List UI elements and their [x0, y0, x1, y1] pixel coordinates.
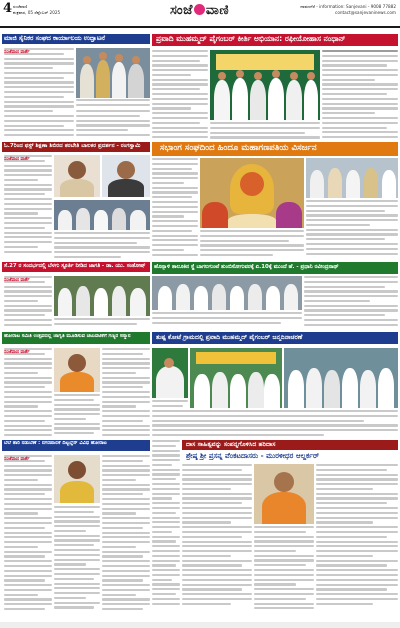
article-text — [152, 312, 302, 328]
portrait-photo — [54, 348, 100, 392]
article-text — [182, 464, 252, 620]
article-text — [210, 122, 320, 140]
page-footer — [0, 622, 400, 628]
masthead — [0, 0, 400, 28]
edition-date: ಶುಕ್ರವಾರ, 05 ಸೆಪ್ಟೆಂಬರ್ 2025 — [13, 10, 61, 15]
news-photo — [54, 200, 150, 230]
news-photo — [152, 348, 188, 398]
headline-left-5: ಬೆಲೆ ತಾರಿ ನಡುಬೆಣೆ : ನಗರಪಾಲಿಕೆ ದಿಟ್ಟಲ್ಲೆನ್ ವಿವಿಧ ಹೋರಾಟ — [4, 441, 107, 446]
byline: ಸಂಜೆವಾಣಿ ವಾರ್ತೆ — [4, 157, 30, 162]
logo-mark-icon — [194, 4, 205, 15]
article-text — [152, 410, 398, 436]
byline: ಸಂಜೆವಾಣಿ ವಾರ್ತೆ — [4, 457, 30, 462]
article-text — [152, 440, 180, 620]
article-text — [152, 400, 188, 408]
logo-right-text: ವಾಣಿ — [205, 3, 230, 18]
news-photo — [284, 348, 398, 408]
photo-caption — [76, 99, 150, 109]
headline-mid-right: ಸಭಾಂಗ ಸಂಘದಿಂದ ಹಿಂದೂ ಮಹಾಗಣಪತಿಯ ವಿಸರ್ಜನ — [160, 144, 317, 153]
news-photo — [306, 158, 398, 198]
news-photo — [210, 50, 320, 120]
article-text — [152, 158, 198, 258]
article-text — [322, 50, 398, 140]
portrait-photo — [54, 155, 100, 197]
article-text — [4, 276, 52, 328]
news-photo — [190, 348, 282, 408]
byline: ಸಂಜೆವಾಣಿ ವಾರ್ತೆ — [4, 350, 30, 355]
contact-info — [256, 4, 396, 16]
article-text — [254, 526, 314, 620]
portrait-photo — [54, 455, 100, 503]
article-text — [102, 348, 150, 436]
article-text — [200, 230, 304, 258]
edition-meta — [13, 4, 93, 16]
saint-portrait — [254, 464, 314, 524]
article-text — [4, 155, 52, 255]
headline-wide-4: ಹೋರಾಟ ಸಮಿತಿ ಉತ್ಸವದಲ್ಲಿ ಜಾಗೃತಿ ಮೂಡಿಸುವ ಚಟುವಟಿಕೆಗೆ ಗಣ್ಯರ ಸನ್ಮಾನ — [4, 334, 131, 339]
byline: ಸಂಜೆವಾಣಿ ವಾರ್ತೆ — [4, 278, 30, 283]
headline-mid-left: ಓ.7ರಿಂದ ಫಸ್ಟ್ ಶಿಕ್ಷಣಾ ಶಿಬಿರದ ತರಬೇತಿ ಬಾಲಕರ ಪ್ರದರ್ಶನ - ರಂಗಸ್ವಾಮಿ — [4, 143, 141, 149]
article-text — [54, 318, 150, 328]
headline-top-left: ಮಾಜಿ ಸೈನಿಕರ ಸಂಘದ ಕಾರ್ಯಾಲಯ ಉದ್ಘಾಟನೆ — [4, 35, 105, 42]
article-text — [152, 50, 208, 138]
article-text — [54, 394, 100, 436]
headline-wide-2: ಹೊನ್ನಾಳಿ ತಾಲೂಕಿನ ಸ್ಥೆ ಬಾಗಲಗುಂಟೆ ತುಂಬಿಸೋಗುವರಕ್ಕೆ ಏ.10ಕ್ಕೆ ಮುಂದೆ ಹೆ. - ಪ್ರಧಾನಿ ರವೀಂದ್ರನಾಥ್ — [154, 264, 339, 270]
news-photo — [152, 276, 302, 310]
edition-name: ಸಂಜೆವಾಣಿ — [13, 4, 28, 9]
contact-line-1: ದಾವಣಗೆರೆ - information: Sanjevani - 9008 77882 — [300, 4, 396, 9]
article-text — [4, 48, 74, 138]
article-text — [54, 232, 150, 258]
headline-right-5a: ದಾಸ ಸಾಹಿತ್ಯವನ್ನು ಸಂಪನ್ನಗೊಳಿಸಿದ ಹರಿದಾಸ — [186, 441, 276, 448]
news-photo — [54, 276, 150, 316]
headline-right-4: ತುಷ್ಟ ಕೋಟೆ ಗ್ರಾಮದಲ್ಲಿ ಪ್ರವಾದಿ ಮುಹಮ್ಮದ್ ಪೈಗಂಬರ್ ಜನ್ಮದಿನಾಚರಣೆ — [156, 334, 303, 341]
article-text — [102, 455, 150, 619]
article-text — [54, 506, 100, 619]
article-text — [4, 455, 52, 619]
article-text — [316, 464, 398, 620]
article-text — [76, 110, 150, 140]
portrait-photo — [102, 155, 150, 197]
page-number: 4 — [3, 1, 13, 16]
article-text — [306, 200, 398, 258]
contact-line-2: contact@sanjevaninews.com — [335, 10, 396, 15]
article-text — [4, 348, 52, 436]
ganesha-procession-photo — [200, 158, 304, 228]
headline-top-center: ಪ್ರವಾದಿ ಮುಹಮ್ಮದ್ ಪೈಗಂಬರ್ ಕೀರ್ತಿ ಅಭಿಯಾನ: ರಫೀಯೋಹಾಸ ನಂಧಾನ್ — [156, 35, 346, 43]
news-photo — [76, 48, 150, 98]
newspaper-logo — [170, 3, 229, 18]
byline: ಸಂಜೆವಾಣಿ ವಾರ್ತೆ — [4, 50, 30, 55]
headline-left-3: ಸೆ.27 ರ ಸಂದರ್ಭದಲ್ಲಿ ಬೆಳಗು ಸ್ಫೂರ್ತಿ ನೀಡಿದ ಜಾಗತಿ - ಡಾ. ಯು. ಸಂತೋಷ್ — [4, 263, 146, 269]
article-text — [304, 276, 398, 328]
logo-left-text: ಸಂಜೆ — [170, 3, 193, 18]
stage-banner — [216, 54, 314, 70]
headline-right-5b: ಶ್ರೇಷ್ಠ ಶ್ರೀ ಪ್ರಸನ್ನ ವೆಂಕಟದಾಸರು - ಮುರಳೀಧರ ಆಲ್ದರ್ಕರ್ — [186, 452, 320, 460]
